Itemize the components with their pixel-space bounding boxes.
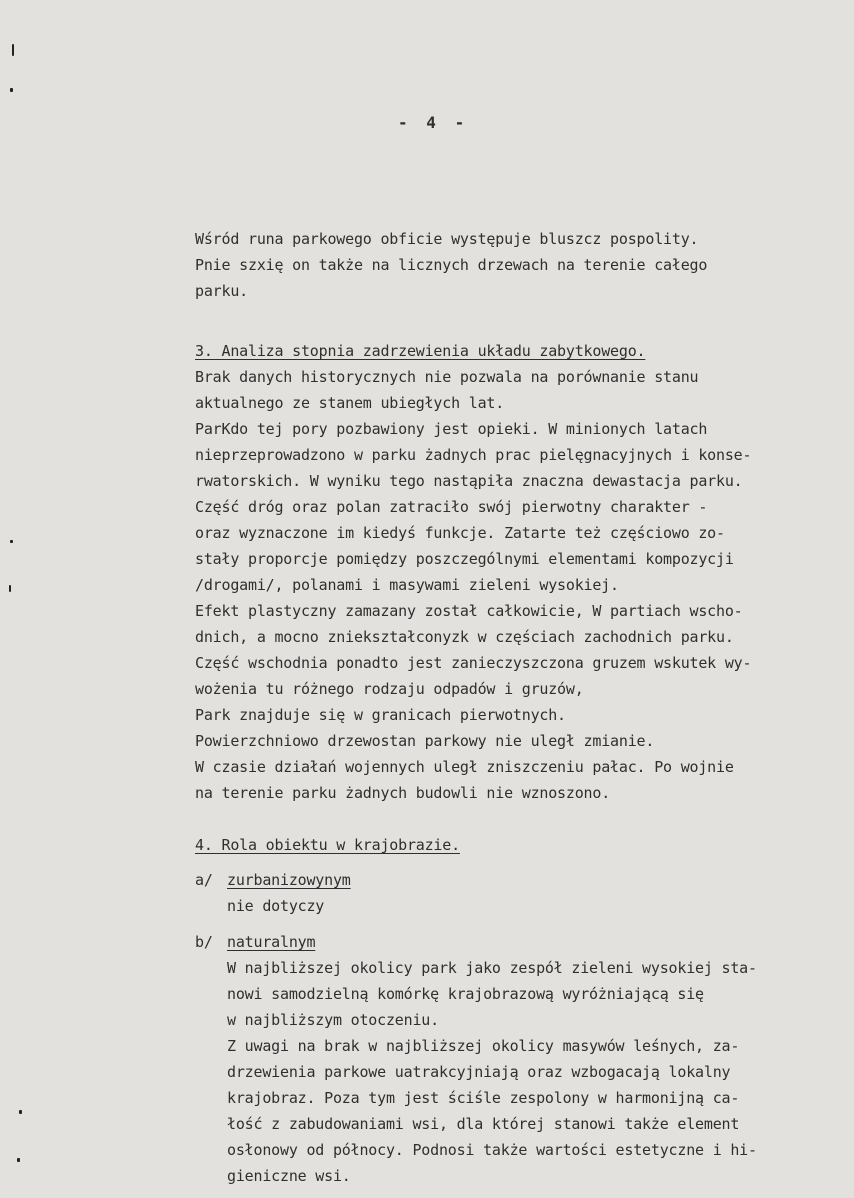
intro-line: Pnie szxię on także na licznych drzewach na terenie całego	[195, 256, 708, 274]
section-3-line: dnich, a mocno zniekształconyzk w częściach zachodnich parku.	[195, 628, 734, 646]
section-3-heading: 3. Analiza stopnia zadrzewienia układu zabytkowego.	[195, 342, 646, 360]
item-b-line: w najbliższym otoczeniu.	[227, 1011, 439, 1029]
intro-line: parku.	[195, 282, 248, 300]
section-3-line: oraz wyznaczone im kiedyś funkcje. Zatarte też częściowo zo-	[195, 524, 725, 542]
section-3-line: Część wschodnia ponadto jest zanieczyszczona gruzem wskutek wy-	[195, 654, 752, 672]
item-b-label: b/	[195, 933, 213, 951]
item-b-line: drzewienia parkowe uatrakcyjniają oraz wzbogacają lokalny	[227, 1063, 731, 1081]
section-3-line: Powierzchniowo drzewostan parkowy nie uległ zmianie.	[195, 732, 655, 750]
item-b-title: naturalnym	[227, 933, 316, 951]
item-a-line: nie dotyczy	[227, 897, 325, 915]
section-3-line: aktualnego ze stanem ubiegłych lat.	[195, 394, 505, 412]
item-b-line: nowi samodzielną komórkę krajobrazową wyróżniającą się	[227, 985, 704, 1003]
section-3-line: Część dróg oraz polan zatraciło swój pierwotny charakter -	[195, 498, 708, 516]
section-3-line: rwatorskich. W wyniku tego nastąpiła znaczna dewastacja parku.	[195, 472, 743, 490]
section-3-line: wożenia tu różnego rodzaju odpadów i gruzów,	[195, 680, 584, 698]
scan-speck	[10, 88, 13, 92]
item-b-line: krajobraz. Poza tym jest ściśle zespolony w harmonijną ca-	[227, 1089, 740, 1107]
section-3-line: Efekt plastyczny zamazany został całkowicie, W partiach wscho-	[195, 602, 743, 620]
item-a-label: a/	[195, 871, 213, 889]
scan-speck	[9, 585, 11, 592]
page-number: - 4 -	[398, 113, 465, 132]
section-3-line: ParKdo tej pory pozbawiony jest opieki. W minionych latach	[195, 420, 708, 438]
scan-speck	[10, 540, 13, 543]
section-3-line: Park znajduje się w granicach pierwotnych.	[195, 706, 566, 724]
section-3-line: stały proporcje pomiędzy poszczególnymi elementami kompozycji	[195, 550, 734, 568]
item-b-line: gieniczne wsi.	[227, 1167, 351, 1185]
section-3-line: W czasie działań wojennych uległ zniszczeniu pałac. Po wojnie	[195, 758, 734, 776]
item-a-title: zurbanizowynym	[227, 871, 351, 889]
intro-line: Wśród runa parkowego obficie występuje bluszcz pospolity.	[195, 230, 699, 248]
scan-speck	[19, 1110, 22, 1114]
item-b-line: W najbliższej okolicy park jako zespół zieleni wysokiej sta-	[227, 959, 757, 977]
item-b-line: osłonowy od północy. Podnosi także wartości estetyczne i hi-	[227, 1141, 757, 1159]
section-3-line: nieprzeprowadzono w parku żadnych prac pielęgnacyjnych i konse-	[195, 446, 752, 464]
section-3-line: /drogami/, polanami i masywami zieleni wysokiej.	[195, 576, 619, 594]
scan-speck	[12, 44, 14, 56]
item-b-line: Z uwagi na brak w najbliższej okolicy masywów leśnych, za-	[227, 1037, 740, 1055]
section-4-heading: 4. Rola obiektu w krajobrazie.	[195, 836, 460, 854]
item-b-line: łość z zabudowaniami wsi, dla której stanowi także element	[227, 1115, 740, 1133]
section-3-line: Brak danych historycznych nie pozwala na porównanie stanu	[195, 368, 699, 386]
scan-speck	[17, 1158, 20, 1162]
section-3-line: na terenie parku żadnych budowli nie wznoszono.	[195, 784, 611, 802]
